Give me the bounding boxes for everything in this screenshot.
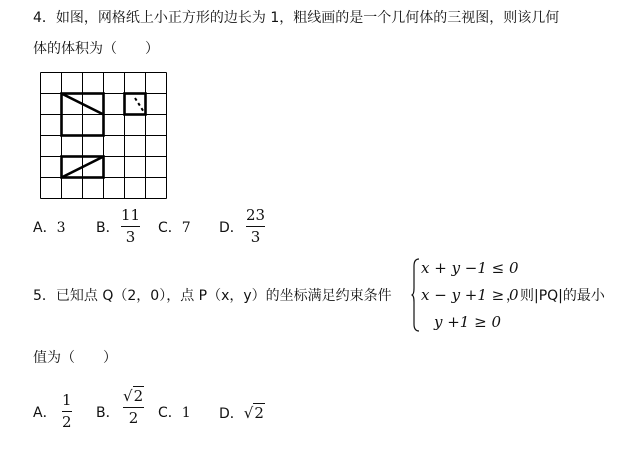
q5-option-d-radicand: 2	[254, 404, 264, 422]
q5-text-after: ，则|PQ|的最小	[506, 288, 605, 304]
q5-option-d-label: D．	[219, 406, 244, 422]
q5-option-c-label: C．	[158, 405, 182, 421]
q5-left-brace	[411, 258, 421, 332]
fraction-bar	[62, 411, 72, 412]
q4-option-a	[33, 219, 66, 237]
q5-option-d-sqrt: √2	[243, 404, 264, 422]
q5-option-b-radicand: 2	[133, 387, 144, 405]
q4-option-c-label: C．	[158, 220, 182, 236]
q4-three-view-grid	[38, 70, 170, 202]
q5-option-c	[158, 404, 191, 422]
q5-constraint-3: y +1 ≥ 0	[434, 313, 502, 331]
q5-option-b-label: B．	[96, 405, 120, 421]
q4-option-b-label: B．	[96, 220, 120, 236]
fraction-bar	[246, 226, 265, 227]
q4-option-d-numerator: 23	[246, 206, 266, 224]
q5-text-line2: 值为（ ）	[33, 350, 117, 366]
fraction-bar	[123, 407, 144, 408]
q5-option-b-fraction	[123, 388, 144, 427]
q4-text-line1: 4．如图，网格纸上小正方形的边长为 1，粗线画的是一个几何体的三视图，则该几何	[33, 10, 560, 26]
q5-option-a-label: A．	[33, 405, 57, 421]
q4-option-d-label: D．	[219, 220, 244, 236]
q4-option-b-numerator: 11	[121, 206, 141, 224]
q4-option-c-value: 7	[181, 220, 191, 236]
q4-text-line2: 体的体积为（ ）	[33, 41, 159, 57]
q5-option-a-denominator: 2	[62, 413, 72, 431]
q5-text-before: 5．已知点 Q（2，0），点 P（x，y）的坐标满足约束条件	[33, 288, 392, 304]
q4-option-d-fraction	[246, 207, 265, 246]
q5-option-b-denominator: 2	[128, 409, 139, 427]
q5-constraint-1: x + y −1 ≤ 0	[421, 259, 519, 277]
q5-option-b-numerator: √2	[123, 387, 144, 405]
q4-option-a-label: A．	[33, 220, 57, 236]
q5-option-a-fraction	[62, 392, 72, 431]
q4-option-a-value: 3	[56, 220, 66, 236]
q5-option-d	[219, 404, 265, 423]
q4-option-b-denominator: 3	[125, 228, 136, 246]
q4-option-c	[158, 219, 191, 237]
q4-option-b-fraction	[121, 207, 140, 246]
side-view	[125, 94, 146, 115]
q5-option-a-numerator: 1	[62, 391, 72, 409]
q5-option-c-value: 1	[181, 405, 191, 421]
fraction-bar	[121, 226, 140, 227]
q5-constraint-2: x − y +1 ≥ 0	[421, 286, 519, 304]
q4-option-d-denominator: 3	[250, 228, 261, 246]
